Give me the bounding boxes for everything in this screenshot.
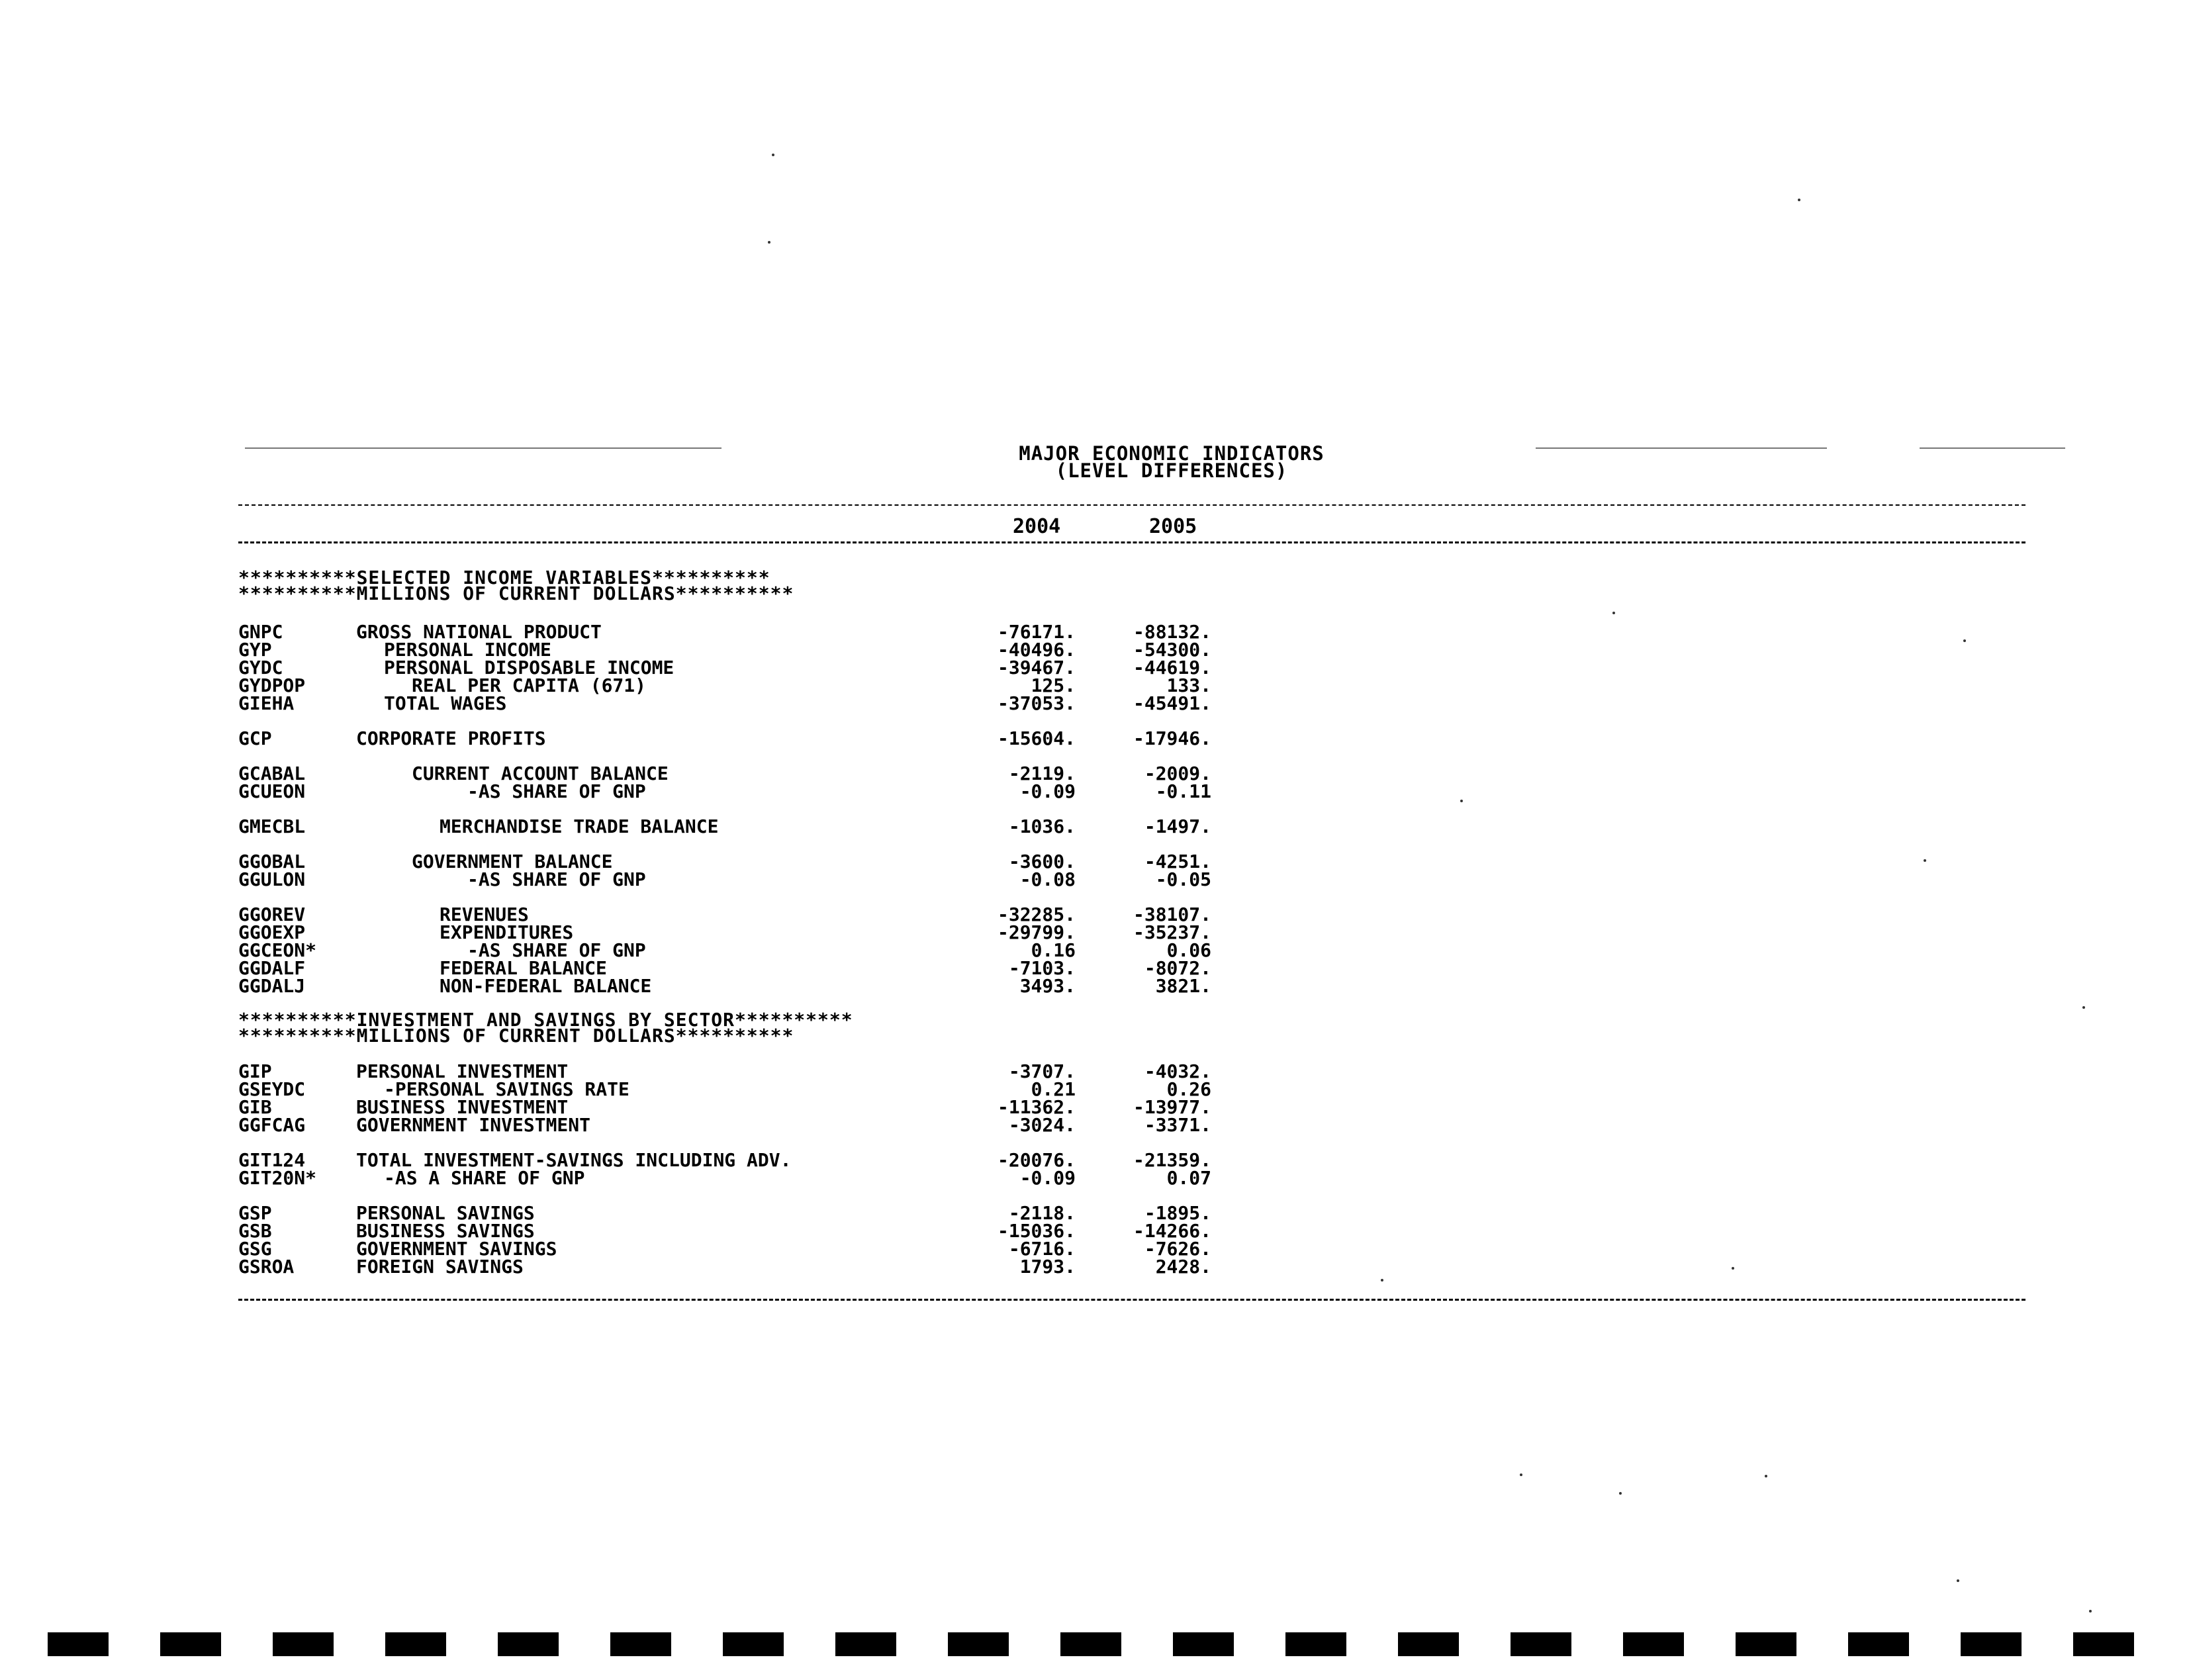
- value-2005: 133.: [1166, 675, 1211, 696]
- value-2004: -20076.: [997, 1149, 1076, 1171]
- variable-code: GIB: [238, 1096, 272, 1118]
- value-2004: -37053.: [997, 692, 1076, 714]
- value-2005: 0.26: [1166, 1078, 1211, 1100]
- variable-label: CORPORATE PROFITS: [356, 727, 546, 749]
- table-row: [238, 818, 1258, 835]
- variable-label: -AS A SHARE OF GNP: [384, 1167, 585, 1189]
- value-2004: -0.08: [1019, 868, 1076, 890]
- value-2005: -0.05: [1155, 868, 1211, 890]
- column-header-2004: 2004: [1013, 515, 1061, 538]
- variable-code: GIP: [238, 1060, 272, 1082]
- variable-label: REVENUES: [440, 904, 529, 925]
- value-2005: -8072.: [1144, 957, 1211, 979]
- sync-block: [1060, 1632, 1121, 1656]
- variable-label: PERSONAL INVESTMENT: [356, 1060, 569, 1082]
- variable-code: GGDALJ: [238, 975, 306, 997]
- variable-code: GCUEON: [238, 780, 306, 802]
- variable-label: TOTAL INVESTMENT-SAVINGS INCLUDING ADV.: [356, 1149, 792, 1171]
- value-2005: -54300.: [1133, 639, 1211, 661]
- variable-code: GYDPOP: [238, 675, 306, 696]
- title-line-2: (LEVEL DIFFERENCES): [1055, 459, 1288, 482]
- variable-label: GOVERNMENT BALANCE: [412, 851, 613, 872]
- value-2005: -0.11: [1155, 780, 1211, 802]
- value-2004: -40496.: [997, 639, 1076, 661]
- value-2005: 2428.: [1155, 1256, 1211, 1278]
- title-line-1: MAJOR ECONOMIC INDICATORS: [1019, 442, 1325, 465]
- value-2005: -4251.: [1144, 851, 1211, 872]
- value-2004: -29799.: [997, 921, 1076, 943]
- variable-label: GROSS NATIONAL PRODUCT: [356, 621, 602, 643]
- variable-code: GGOREV: [238, 904, 306, 925]
- sync-block: [1398, 1632, 1459, 1656]
- top-rule: [238, 504, 2025, 506]
- table-row: [238, 939, 1258, 961]
- value-2004: 0.16: [1031, 939, 1076, 961]
- value-2005: -4032.: [1144, 1060, 1211, 1082]
- variable-label: -AS SHARE OF GNP: [467, 780, 646, 802]
- value-2005: 0.06: [1166, 939, 1211, 961]
- value-2005: -14266.: [1133, 1220, 1211, 1242]
- variable-code: GSP: [238, 1202, 272, 1224]
- variable-code: GYP: [238, 639, 272, 661]
- table-row: [238, 853, 1258, 870]
- table-row: [238, 1114, 1258, 1136]
- value-2005: -17946.: [1133, 727, 1211, 749]
- value-2005: -88132.: [1133, 621, 1211, 643]
- sync-block: [610, 1632, 671, 1656]
- value-2005: -44619.: [1133, 657, 1211, 678]
- value-2004: -3600.: [1008, 851, 1076, 872]
- value-2005: -13977.: [1133, 1096, 1211, 1118]
- value-2004: -0.09: [1019, 1167, 1076, 1189]
- variable-label: PERSONAL DISPOSABLE INCOME: [384, 657, 675, 678]
- value-2004: -2119.: [1008, 763, 1076, 784]
- table-row: [238, 692, 1258, 714]
- sync-block: [723, 1632, 784, 1656]
- section-heading-investment-1: **********INVESTMENT AND SAVINGS BY SECTOR**********: [238, 1009, 853, 1031]
- variable-label: GOVERNMENT SAVINGS: [356, 1238, 557, 1260]
- variable-label: CURRENT ACCOUNT BALANCE: [412, 763, 669, 784]
- scan-speck: [1619, 1492, 1622, 1495]
- column-header-2005: 2005: [1149, 515, 1197, 538]
- scan-speck: [1381, 1279, 1383, 1282]
- scan-speck: [1957, 1579, 1959, 1582]
- table-row: [238, 975, 1258, 997]
- scan-faint-line: [1920, 447, 2065, 449]
- variable-code: GGCEON*: [238, 939, 317, 961]
- value-2004: -15604.: [997, 727, 1076, 749]
- sync-block: [273, 1632, 334, 1656]
- sync-block: [498, 1632, 559, 1656]
- scan-speck: [1924, 859, 1926, 862]
- sync-block: [1848, 1632, 1909, 1656]
- variable-label: TOTAL WAGES: [384, 692, 507, 714]
- value-2005: 0.07: [1166, 1167, 1211, 1189]
- sync-block: [948, 1632, 1009, 1656]
- variable-label: BUSINESS SAVINGS: [356, 1220, 535, 1242]
- table-row: [238, 1167, 1258, 1189]
- value-2004: -32285.: [997, 904, 1076, 925]
- sync-block: [1623, 1632, 1684, 1656]
- value-2005: -2009.: [1144, 763, 1211, 784]
- section-heading-income-1: **********SELECTED INCOME VARIABLES**********: [238, 567, 770, 588]
- variable-code: GSG: [238, 1238, 272, 1260]
- sync-block: [1285, 1632, 1346, 1656]
- variable-label: PERSONAL SAVINGS: [356, 1202, 535, 1224]
- variable-label: NON-FEDERAL BALANCE: [440, 975, 652, 997]
- variable-label: EXPENDITURES: [440, 921, 574, 943]
- scan-speck: [1765, 1475, 1767, 1477]
- table-row: [238, 868, 1258, 890]
- scan-speck: [1460, 800, 1463, 802]
- scan-speck: [1963, 639, 1966, 642]
- variable-label: FOREIGN SAVINGS: [356, 1256, 524, 1278]
- sync-block: [2073, 1632, 2134, 1656]
- variable-code: GSEYDC: [238, 1078, 306, 1100]
- variable-label: FEDERAL BALANCE: [440, 957, 607, 979]
- variable-label: BUSINESS INVESTMENT: [356, 1096, 569, 1118]
- scan-speck: [1732, 1267, 1734, 1270]
- value-2004: -7103.: [1008, 957, 1076, 979]
- variable-code: GCP: [238, 727, 272, 749]
- scan-speck: [1520, 1473, 1522, 1476]
- sync-block: [385, 1632, 446, 1656]
- variable-label: PERSONAL INCOME: [384, 639, 551, 661]
- value-2004: -2118.: [1008, 1202, 1076, 1224]
- variable-label: -PERSONAL SAVINGS RATE: [384, 1078, 629, 1100]
- variable-code: GGOEXP: [238, 921, 306, 943]
- sync-block: [1511, 1632, 1571, 1656]
- value-2004: -11362.: [997, 1096, 1076, 1118]
- section-heading-investment-2: **********MILLIONS OF CURRENT DOLLARS**********: [238, 1025, 794, 1047]
- variable-code: GNPC: [238, 621, 283, 643]
- table-row: [238, 957, 1258, 979]
- scan-faint-line: [245, 447, 721, 449]
- scan-speck: [1612, 612, 1615, 614]
- value-2004: -3024.: [1008, 1114, 1076, 1136]
- value-2005: -7626.: [1144, 1238, 1211, 1260]
- sync-block: [1961, 1632, 2022, 1656]
- sync-block: [48, 1632, 109, 1656]
- table-row: [238, 921, 1258, 943]
- variable-code: GIT20N*: [238, 1167, 317, 1189]
- table-row: [238, 765, 1258, 782]
- value-2004: 125.: [1031, 675, 1076, 696]
- variable-code: GSROA: [238, 1256, 295, 1278]
- value-2004: 0.21: [1031, 1078, 1076, 1100]
- sync-block: [1736, 1632, 1796, 1656]
- variable-label: -AS SHARE OF GNP: [467, 868, 646, 890]
- variable-label: REAL PER CAPITA (671): [412, 675, 647, 696]
- value-2004: -39467.: [997, 657, 1076, 678]
- value-2004: 3493.: [1019, 975, 1076, 997]
- value-2004: 1793.: [1019, 1256, 1076, 1278]
- table-row: [238, 727, 1258, 749]
- sync-block: [1173, 1632, 1234, 1656]
- table-row: [238, 906, 1258, 923]
- value-2004: -3707.: [1008, 1060, 1076, 1082]
- variable-code: GGULON: [238, 868, 306, 890]
- section-heading-income-2: **********MILLIONS OF CURRENT DOLLARS**********: [238, 583, 794, 604]
- sync-block: [160, 1632, 221, 1656]
- scan-speck: [768, 241, 770, 244]
- value-2005: -1497.: [1144, 816, 1211, 837]
- scan-faint-line: [1536, 447, 1827, 449]
- header-rule: [238, 541, 2025, 543]
- value-2004: -0.09: [1019, 780, 1076, 802]
- variable-code: GGOBAL: [238, 851, 306, 872]
- variable-code: GMECBL: [238, 816, 306, 837]
- scan-speck: [772, 154, 774, 156]
- value-2005: -45491.: [1133, 692, 1211, 714]
- variable-label: MERCHANDISE TRADE BALANCE: [440, 816, 719, 837]
- document-title: [966, 442, 1377, 482]
- sync-block: [835, 1632, 896, 1656]
- value-2004: -1036.: [1008, 816, 1076, 837]
- variable-code: GIT124: [238, 1149, 306, 1171]
- variable-code: GYDC: [238, 657, 283, 678]
- variable-label: GOVERNMENT INVESTMENT: [356, 1114, 591, 1136]
- value-2005: -1895.: [1144, 1202, 1211, 1224]
- variable-code: GGDALF: [238, 957, 306, 979]
- variable-code: GGFCAG: [238, 1114, 306, 1136]
- table-row: [238, 780, 1258, 802]
- scan-speck: [1798, 199, 1800, 201]
- table-row: [238, 1258, 1258, 1276]
- variable-code: GIEHA: [238, 692, 295, 714]
- value-2005: -21359.: [1133, 1149, 1211, 1171]
- variable-label: -AS SHARE OF GNP: [467, 939, 646, 961]
- variable-code: GCABAL: [238, 763, 306, 784]
- table-row: [238, 659, 1258, 677]
- value-2005: -35237.: [1133, 921, 1211, 943]
- scan-speck: [2082, 1006, 2085, 1009]
- variable-code: GSB: [238, 1220, 272, 1242]
- value-2004: -6716.: [1008, 1238, 1076, 1260]
- value-2005: -3371.: [1144, 1114, 1211, 1136]
- bottom-rule: [238, 1299, 2025, 1301]
- value-2004: -15036.: [997, 1220, 1076, 1242]
- value-2005: 3821.: [1155, 975, 1211, 997]
- scan-speck: [2089, 1610, 2092, 1612]
- value-2004: -76171.: [997, 621, 1076, 643]
- value-2005: -38107.: [1133, 904, 1211, 925]
